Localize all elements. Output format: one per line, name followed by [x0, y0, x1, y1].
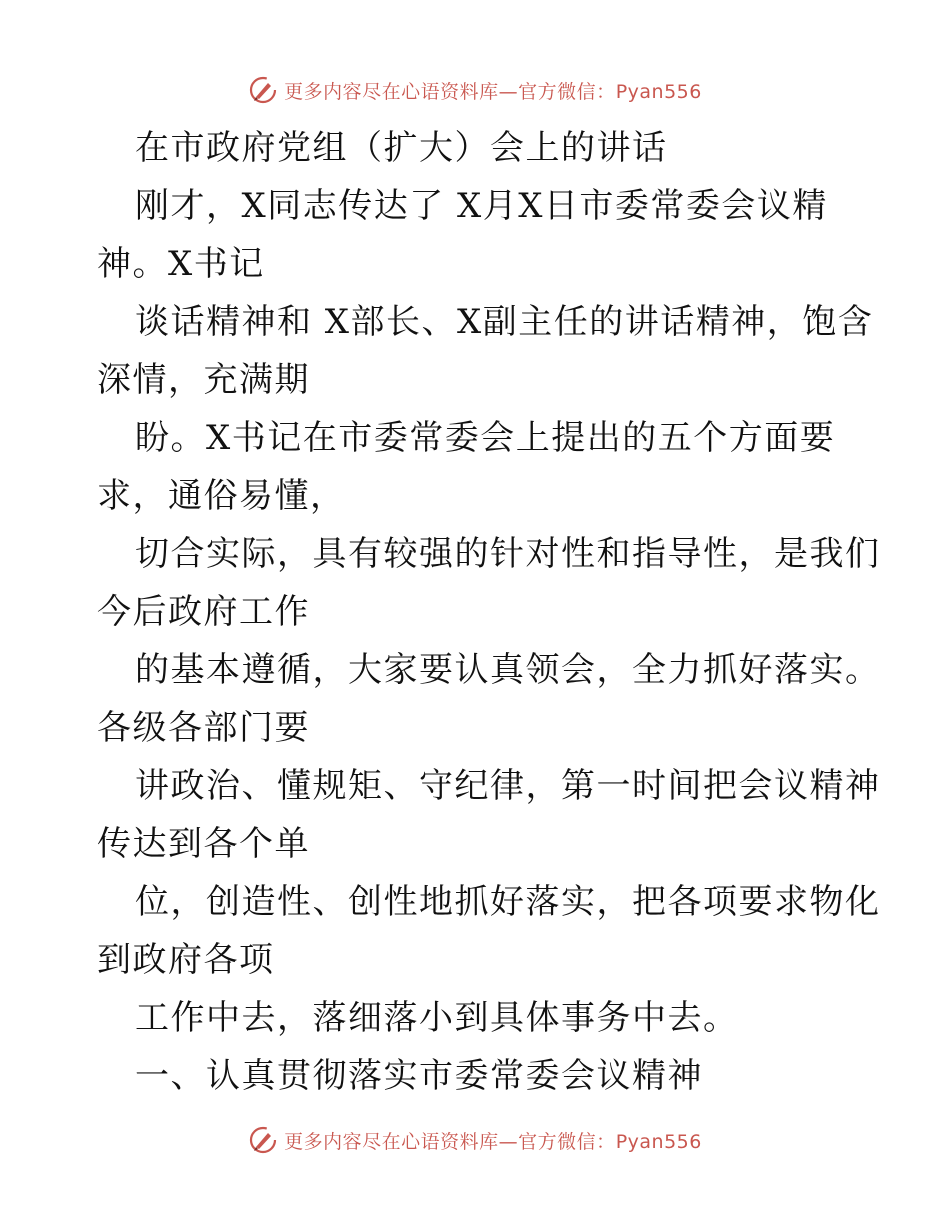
watermark-separator: — — [498, 1130, 519, 1153]
paragraph-line: 切合实际，具有较强的针对性和指导性，是我们 — [135, 534, 881, 574]
paragraph-line: 谈话精神和 X部长、X副主任的讲话精神，饱含 — [135, 302, 874, 342]
paragraph-line: 讲政治、懂规矩、守纪律，第一时间把会议精神 — [135, 766, 881, 806]
paragraph-line: 刚才，X同志传达了 X月X日市委常委会议精 — [135, 186, 828, 226]
watermark-brand: 更多内容尽在心语资料库 — [284, 80, 499, 103]
watermark-text — [284, 77, 702, 104]
paragraph-line: 深情，充满期 — [97, 360, 310, 400]
paragraph-line: 各级各部门要 — [97, 708, 310, 748]
document-title: 在市政府党组（扩大）会上的讲话 — [135, 128, 668, 168]
footer-watermark — [0, 1122, 950, 1158]
header-watermark — [0, 72, 950, 108]
paragraph-line: 传达到各个单 — [97, 824, 310, 864]
paragraph-line: 神。X书记 — [97, 244, 265, 284]
watermark-wechat-id: Pyan556 — [615, 80, 702, 103]
paragraph-line: 的基本遵循，大家要认真领会，全力抓好落实。 — [135, 650, 881, 690]
paragraph-line: 到政府各项 — [97, 940, 275, 980]
watermark-brand: 更多内容尽在心语资料库 — [284, 1130, 499, 1153]
watermark-wechat-label: 官方微信： — [518, 80, 616, 103]
quill-pen-logo-icon — [248, 75, 278, 105]
watermark-wechat-label: 官方微信： — [518, 1130, 616, 1153]
paragraph-line: 位，创造性、创性地抓好落实，把各项要求物化 — [135, 882, 881, 922]
paragraph-line: 今后政府工作 — [97, 592, 310, 632]
watermark-wechat-id: Pyan556 — [615, 1130, 702, 1153]
watermark-separator: — — [498, 80, 519, 103]
paragraph-line: 盼。X书记在市委常委会上提出的五个方面要 — [135, 418, 836, 458]
watermark-text — [284, 1127, 702, 1154]
section-heading: 一、认真贯彻落实市委常委会议精神 — [135, 1056, 703, 1096]
quill-pen-logo-icon — [248, 1125, 278, 1155]
paragraph-line: 求，通俗易懂， — [97, 476, 346, 516]
paragraph-line: 工作中去，落细落小到具体事务中去。 — [135, 998, 739, 1038]
